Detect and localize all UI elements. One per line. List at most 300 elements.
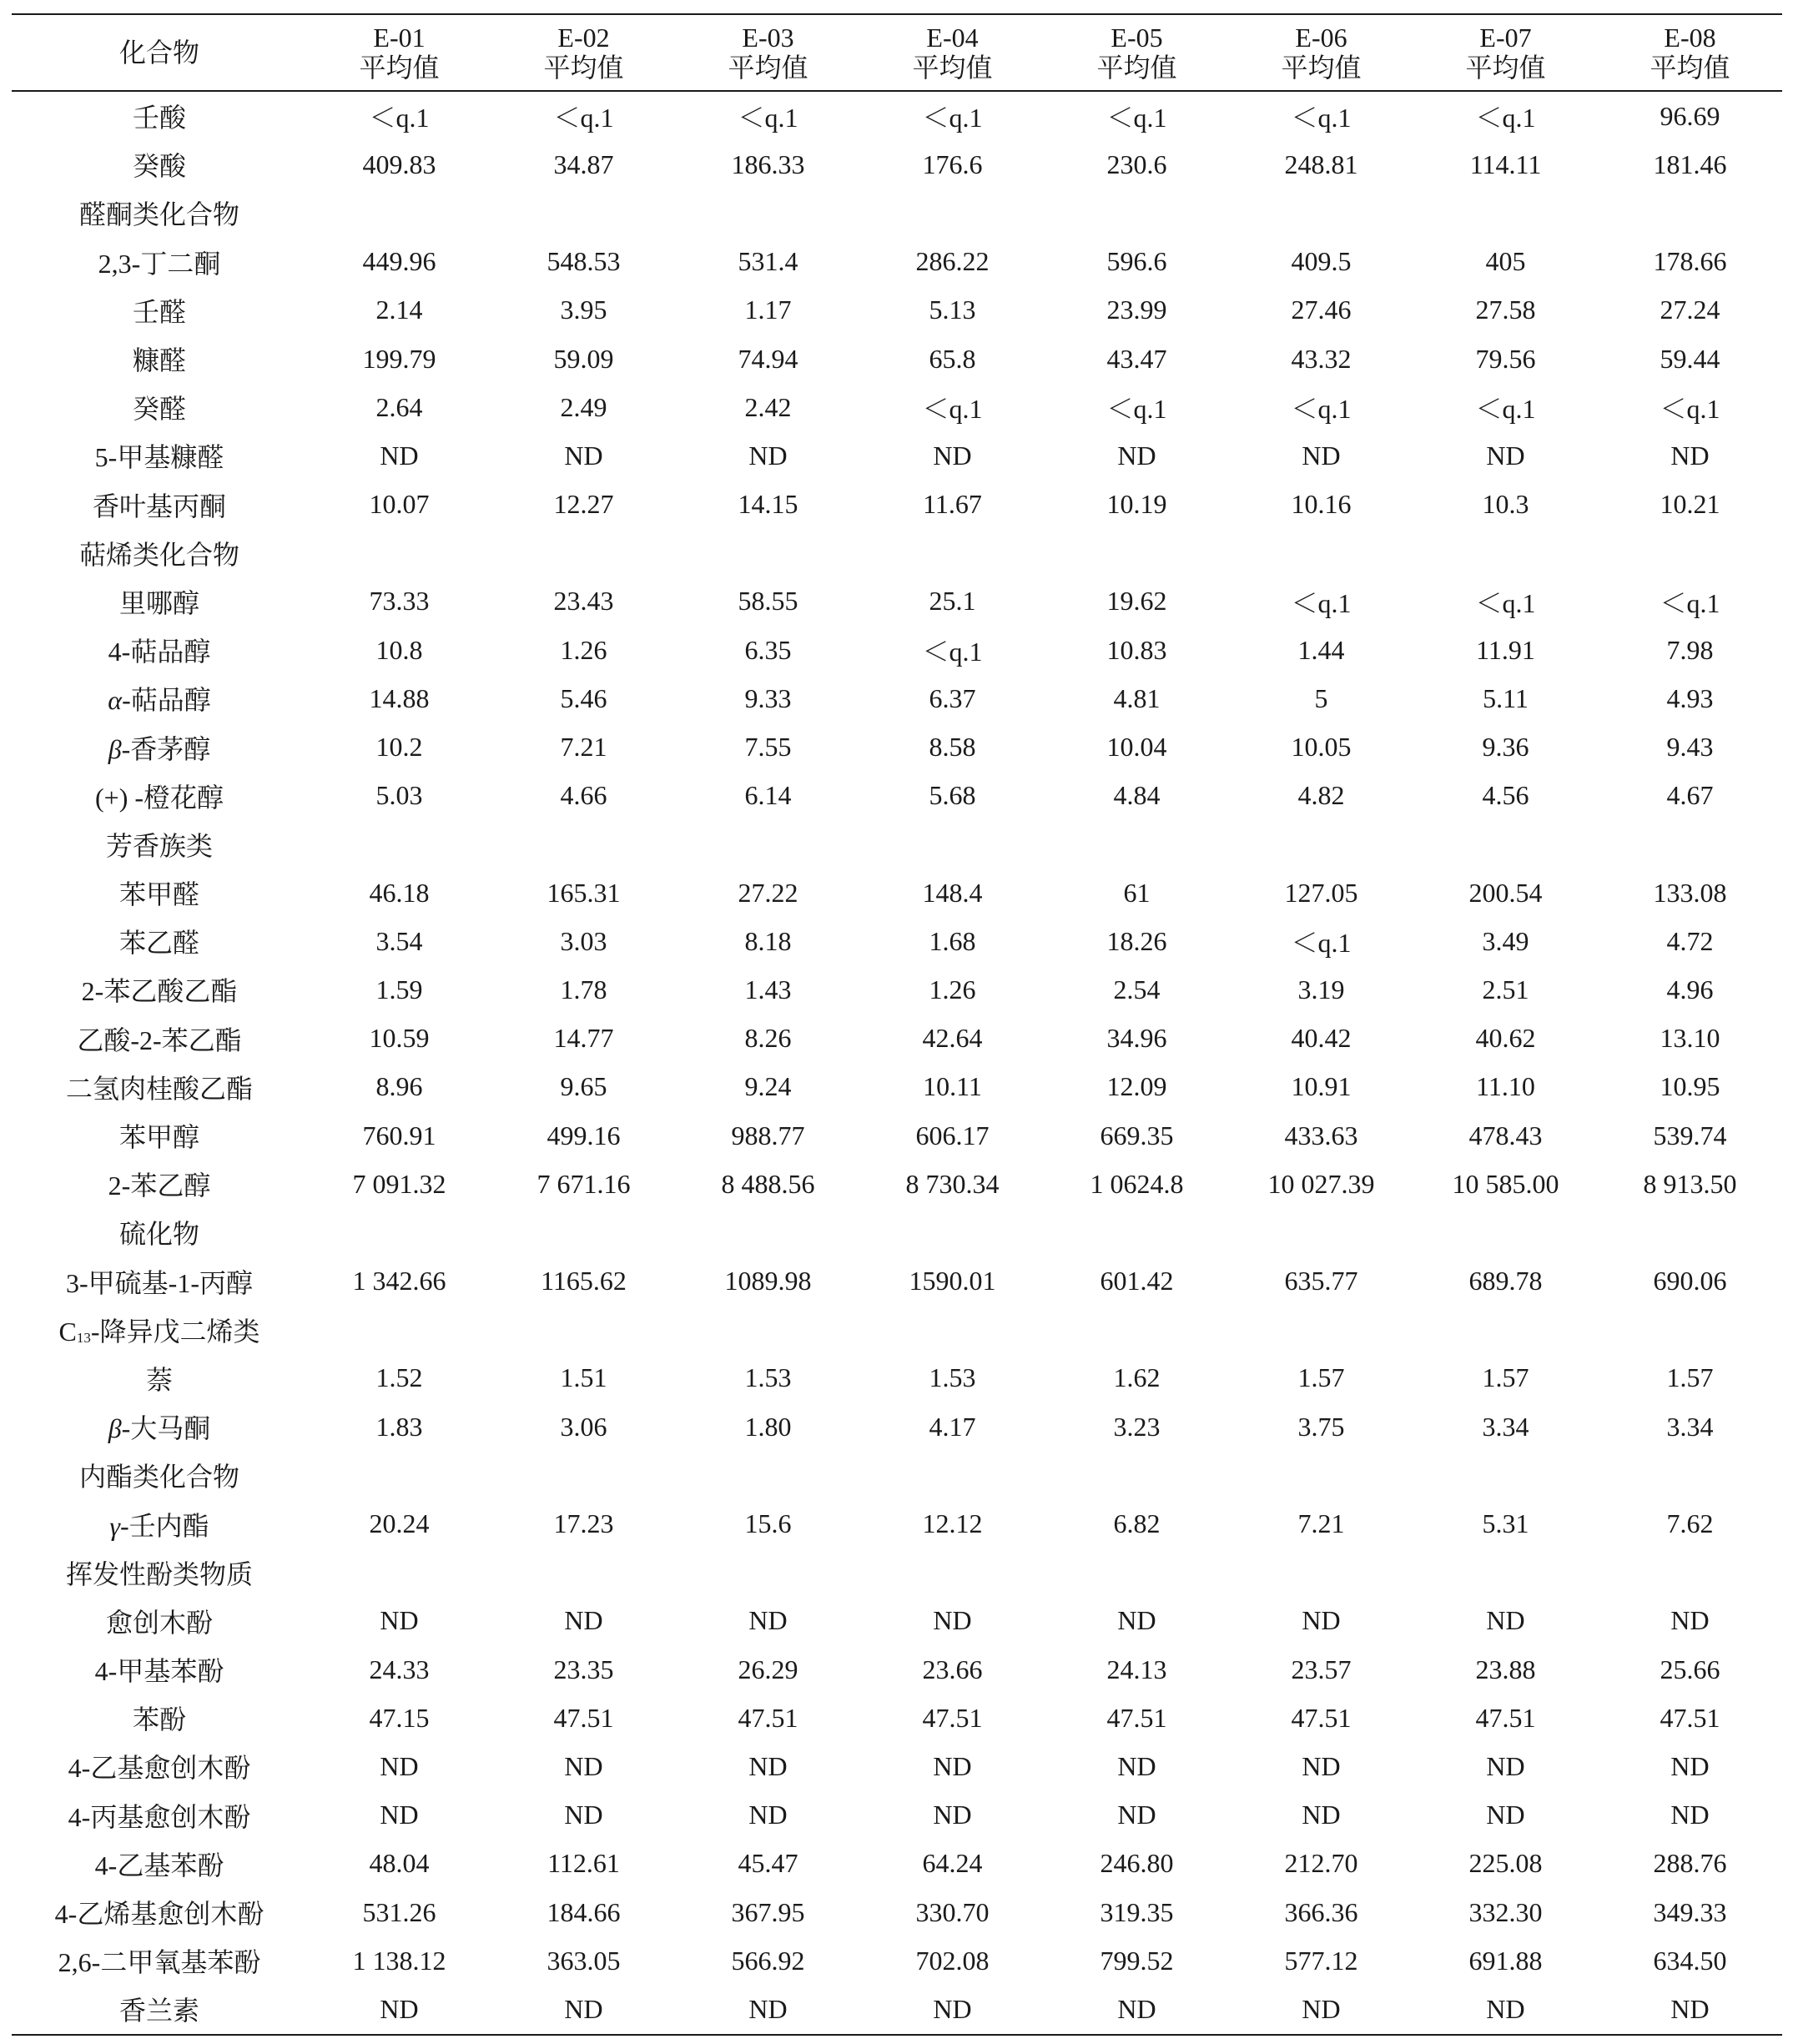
category-row xyxy=(12,1451,1782,1499)
category-row xyxy=(12,189,1782,237)
value-cell: 7.55 xyxy=(744,732,792,763)
compound-name-text: 内酯类化合物 xyxy=(78,1462,239,1493)
category-label xyxy=(12,1306,307,1354)
value-cell: 59.44 xyxy=(1660,343,1720,374)
value-cell xyxy=(491,1451,676,1499)
value-cell: ND xyxy=(1302,440,1341,471)
header-code: E-01 xyxy=(373,23,426,53)
value-cell: ND xyxy=(1670,1750,1710,1781)
value-cell: 3.34 xyxy=(1482,1411,1529,1442)
value-cell: ＜q.1 xyxy=(1475,587,1536,618)
value-cell: 26.29 xyxy=(738,1654,798,1684)
value-cell: 4.84 xyxy=(1113,780,1161,811)
value-cell: 3.95 xyxy=(560,295,607,325)
compound-name-text: -香茅醇 xyxy=(121,733,211,764)
compound-name-text: 2-苯乙醇 xyxy=(108,1171,211,1201)
value-cell: 34.96 xyxy=(1106,1023,1167,1054)
compound-name xyxy=(12,91,307,140)
compound-name-text: -萜品醇 xyxy=(122,685,211,716)
value-cell xyxy=(860,1548,1045,1597)
value-cell: ND xyxy=(1045,1985,1229,2034)
value-cell: 8.58 xyxy=(929,732,976,763)
compound-name-text: 2,6-二甲氧基苯酚 xyxy=(58,1947,261,1978)
compound-name-text: 硫化物 xyxy=(118,1219,199,1250)
header-column xyxy=(1413,14,1598,91)
table-row xyxy=(12,772,1782,820)
value-cell: 1.78 xyxy=(560,974,607,1004)
value-cell: 9.24 xyxy=(744,1071,792,1102)
compound-name xyxy=(12,1840,307,1888)
value-cell: ND xyxy=(1302,1605,1341,1636)
value-cell xyxy=(1413,1208,1598,1256)
value-cell: 1.57 xyxy=(1482,1362,1529,1393)
value-cell: ND xyxy=(491,1985,676,2034)
value-cell: 27.22 xyxy=(738,877,798,908)
value-cell: ND xyxy=(1486,440,1525,471)
value-cell: ND xyxy=(933,1800,972,1830)
header-code: E-03 xyxy=(742,23,794,53)
value-cell: 5.03 xyxy=(375,780,423,811)
header-sub: 平均值 xyxy=(1649,53,1730,83)
value-cell: ND xyxy=(1117,440,1156,471)
value-cell: 7 091.32 xyxy=(352,1168,446,1199)
value-cell xyxy=(1413,1548,1598,1597)
value-cell xyxy=(1598,1548,1782,1597)
value-cell: 178.66 xyxy=(1653,246,1727,277)
compound-name-text: 4-甲基苯酚 xyxy=(94,1656,224,1687)
value-cell: 596.6 xyxy=(1106,246,1167,277)
table-row xyxy=(12,431,1782,480)
value-cell: 2.42 xyxy=(744,391,792,422)
value-cell: 10.11 xyxy=(923,1071,982,1102)
compound-name xyxy=(12,1694,307,1742)
value-cell: 10.59 xyxy=(369,1023,430,1054)
header-sub: 平均值 xyxy=(912,53,993,83)
compound-name-text: -大马酮 xyxy=(121,1413,211,1444)
value-cell: ND xyxy=(307,1985,491,2034)
table-row xyxy=(12,1936,1782,1985)
category-label xyxy=(12,529,307,577)
value-cell: 10 585.00 xyxy=(1452,1168,1559,1199)
value-cell: 531.4 xyxy=(738,246,798,277)
table-row xyxy=(12,140,1782,189)
value-cell: 5.31 xyxy=(1482,1508,1529,1539)
compound-name-text: 糠醛 xyxy=(132,345,186,376)
value-cell: 23.43 xyxy=(553,586,614,617)
table-row xyxy=(12,335,1782,383)
value-cell: 1.26 xyxy=(929,974,976,1004)
value-cell: ＜q.1 xyxy=(553,103,614,133)
category-label xyxy=(12,189,307,237)
category-label xyxy=(12,1208,307,1256)
compound-name xyxy=(12,1402,307,1451)
compound-name xyxy=(12,1645,307,1694)
value-cell: 40.42 xyxy=(1291,1023,1352,1054)
value-cell: 48.04 xyxy=(369,1848,430,1879)
value-cell xyxy=(1229,1548,1413,1597)
compound-name-text: 苯乙醛 xyxy=(118,928,199,959)
value-cell: 8.96 xyxy=(375,1071,423,1102)
value-cell: 760.91 xyxy=(362,1120,436,1150)
compound-name-text: (+) -橙花醇 xyxy=(94,782,224,813)
compound-name-text: 2,3-丁二酮 xyxy=(98,248,221,279)
value-cell: 40.62 xyxy=(1475,1023,1536,1054)
value-cell: 10.8 xyxy=(375,634,423,665)
category-row xyxy=(12,529,1782,577)
value-cell: 478.43 xyxy=(1468,1120,1543,1150)
compound-prefix: C xyxy=(58,1316,77,1347)
value-cell: 4.72 xyxy=(1666,925,1714,956)
value-cell xyxy=(1413,529,1598,577)
value-cell: 65.8 xyxy=(929,343,976,374)
value-cell: ND xyxy=(1302,1750,1341,1781)
value-cell xyxy=(1229,189,1413,237)
value-cell: 4.96 xyxy=(1666,974,1714,1004)
value-cell: ND xyxy=(1302,1800,1341,1830)
value-cell: 133.08 xyxy=(1653,877,1727,908)
value-cell: 1.83 xyxy=(375,1411,423,1442)
value-cell: ND xyxy=(748,440,788,471)
value-cell xyxy=(1045,529,1229,577)
header-code: E-04 xyxy=(926,23,979,53)
value-cell: ND xyxy=(1670,1800,1710,1830)
value-cell: 690.06 xyxy=(1653,1266,1727,1296)
compound-name xyxy=(12,1257,307,1306)
value-cell xyxy=(491,1306,676,1354)
category-row xyxy=(12,1548,1782,1597)
value-cell: ND xyxy=(1670,440,1710,471)
value-cell xyxy=(1413,1306,1598,1354)
table-row xyxy=(12,1014,1782,1063)
table-row xyxy=(12,1063,1782,1111)
compound-name-text: 芳香族类 xyxy=(105,830,213,861)
value-cell: 24.13 xyxy=(1106,1654,1167,1684)
value-cell: ND xyxy=(1117,1750,1156,1781)
compound-name-text: 香叶基丙酮 xyxy=(92,491,226,521)
table-row xyxy=(12,577,1782,626)
value-cell: ND xyxy=(564,1800,603,1830)
value-cell: ＜q.1 xyxy=(1291,587,1352,618)
compound-name-text: 4-乙基苯酚 xyxy=(94,1850,224,1880)
value-cell xyxy=(1045,1208,1229,1256)
value-cell: ND xyxy=(1598,1985,1782,2034)
value-cell: 43.47 xyxy=(1106,343,1167,374)
compound-prefix-subscript: 13 xyxy=(76,1329,91,1346)
value-cell: 577.12 xyxy=(1284,1945,1358,1976)
header-code: E-02 xyxy=(557,23,610,53)
value-cell: 248.81 xyxy=(1284,149,1358,179)
value-cell xyxy=(491,820,676,868)
value-cell xyxy=(1413,189,1598,237)
value-cell xyxy=(307,1306,491,1354)
value-cell: 3.75 xyxy=(1297,1411,1345,1442)
value-cell xyxy=(676,529,860,577)
value-cell xyxy=(1045,820,1229,868)
value-cell: ND xyxy=(1670,1605,1710,1636)
value-cell: 5.68 xyxy=(929,780,976,811)
value-cell: ND xyxy=(1413,1985,1598,2034)
value-cell xyxy=(1598,529,1782,577)
value-cell: 23.99 xyxy=(1106,295,1167,325)
value-cell: 58.55 xyxy=(738,586,798,617)
value-cell: ND xyxy=(380,1800,419,1830)
value-cell: 12.09 xyxy=(1106,1071,1167,1102)
header-column xyxy=(676,14,860,91)
compound-prefix: α xyxy=(108,685,123,716)
value-cell xyxy=(676,820,860,868)
value-cell xyxy=(307,189,491,237)
value-cell: 184.66 xyxy=(546,1896,621,1927)
compound-name-text: 苯酚 xyxy=(132,1704,186,1735)
value-cell: 1089.98 xyxy=(724,1266,812,1296)
table-header xyxy=(12,14,1782,91)
value-cell: 8 488.56 xyxy=(721,1168,815,1199)
value-cell: 148.4 xyxy=(922,877,983,908)
value-cell xyxy=(1598,820,1782,868)
table-row xyxy=(12,238,1782,286)
value-cell: ＜q.1 xyxy=(738,103,798,133)
compound-prefix: β xyxy=(108,1413,122,1444)
compound-name-text: 挥发性酚类物质 xyxy=(65,1558,253,1589)
value-cell: 531.26 xyxy=(362,1896,436,1927)
compound-name xyxy=(12,1063,307,1111)
value-cell: 47.51 xyxy=(1106,1702,1167,1733)
value-cell: 6.14 xyxy=(744,780,792,811)
value-cell: 59.09 xyxy=(553,343,614,374)
category-row xyxy=(12,820,1782,868)
header-sub: 平均值 xyxy=(1465,53,1546,83)
compound-name xyxy=(12,1354,307,1402)
value-cell xyxy=(860,1306,1045,1354)
value-cell: 1.62 xyxy=(1113,1362,1161,1393)
value-cell xyxy=(1045,189,1229,237)
value-cell: 23.88 xyxy=(1475,1654,1536,1684)
value-cell: 1.51 xyxy=(560,1362,607,1393)
table-row xyxy=(12,626,1782,674)
value-cell xyxy=(1413,1451,1598,1499)
value-cell xyxy=(860,820,1045,868)
table-row xyxy=(12,1694,1782,1742)
value-cell: 548.53 xyxy=(546,246,621,277)
value-cell: 200.54 xyxy=(1468,877,1543,908)
value-cell: 6.37 xyxy=(929,682,976,713)
category-label xyxy=(12,1548,307,1597)
value-cell: 1.44 xyxy=(1297,634,1345,665)
table-row xyxy=(12,1111,1782,1160)
value-cell: 23.66 xyxy=(922,1654,983,1684)
compound-name xyxy=(12,965,307,1014)
compound-name xyxy=(12,1597,307,1645)
header-code: E-07 xyxy=(1479,23,1532,53)
compound-name xyxy=(12,286,307,335)
value-cell: ＜q.1 xyxy=(922,637,983,667)
compound-name xyxy=(12,1985,307,2034)
value-cell: ND xyxy=(564,440,603,471)
compound-name-text: 苯甲醛 xyxy=(118,879,199,910)
value-cell: 79.56 xyxy=(1475,343,1536,374)
value-cell: 10.05 xyxy=(1291,732,1352,763)
value-cell: 3.49 xyxy=(1482,925,1529,956)
value-cell xyxy=(491,1548,676,1597)
compound-prefix: β xyxy=(108,733,122,764)
table-row xyxy=(12,917,1782,965)
compound-name xyxy=(12,577,307,626)
value-cell: 10.21 xyxy=(1660,489,1720,520)
value-cell: 225.08 xyxy=(1468,1848,1543,1879)
value-cell: 12.27 xyxy=(553,489,614,520)
value-cell: 23.57 xyxy=(1291,1654,1352,1684)
compound-name-text: 里哪醇 xyxy=(118,587,199,618)
value-cell: 988.77 xyxy=(731,1120,805,1150)
value-cell: 212.70 xyxy=(1284,1848,1358,1879)
value-cell xyxy=(1229,529,1413,577)
value-cell: 25.1 xyxy=(929,586,976,617)
value-cell: ND xyxy=(564,1605,603,1636)
compound-name-text: 壬酸 xyxy=(132,103,186,133)
table-row xyxy=(12,965,1782,1014)
compound-name xyxy=(12,1791,307,1840)
compound-name xyxy=(12,626,307,674)
value-cell xyxy=(676,189,860,237)
value-cell: 10.95 xyxy=(1660,1071,1720,1102)
compound-name xyxy=(12,335,307,383)
value-cell: 1.17 xyxy=(744,295,792,325)
value-cell: 1.43 xyxy=(744,974,792,1004)
compound-name-text: 4-乙烯基愈创木酚 xyxy=(54,1899,264,1930)
value-cell: ND xyxy=(676,1985,860,2034)
value-cell: 3.06 xyxy=(560,1411,607,1442)
value-cell: 4.56 xyxy=(1482,780,1529,811)
value-cell: ND xyxy=(748,1800,788,1830)
value-cell: ND xyxy=(748,1605,788,1636)
value-cell: 47.51 xyxy=(1660,1702,1720,1733)
table-row xyxy=(12,1645,1782,1694)
value-cell: 10.2 xyxy=(375,732,423,763)
value-cell: ＜q.1 xyxy=(1291,103,1352,133)
value-cell xyxy=(1045,1306,1229,1354)
table-row xyxy=(12,1791,1782,1840)
compound-name-text: 香兰素 xyxy=(118,1996,199,2026)
header-sub: 平均值 xyxy=(1281,53,1362,83)
category-label xyxy=(12,820,307,868)
value-cell: ND xyxy=(380,1750,419,1781)
value-cell: 10.3 xyxy=(1482,489,1529,520)
compound-name xyxy=(12,238,307,286)
compound-name-text: 4-萜品醇 xyxy=(108,637,211,667)
value-cell: 288.76 xyxy=(1653,1848,1727,1879)
value-cell: 4.82 xyxy=(1297,780,1345,811)
value-cell: 1.52 xyxy=(375,1362,423,1393)
value-cell: 7.21 xyxy=(560,732,607,763)
value-cell: 363.05 xyxy=(546,1945,621,1976)
value-cell: ＜q.1 xyxy=(1660,587,1720,618)
value-cell xyxy=(1598,1451,1782,1499)
value-cell xyxy=(860,1451,1045,1499)
value-cell: 1.80 xyxy=(744,1411,792,1442)
value-cell xyxy=(1229,1451,1413,1499)
value-cell: 181.46 xyxy=(1653,149,1727,179)
value-cell xyxy=(860,529,1045,577)
header-column xyxy=(1045,14,1229,91)
value-cell: ＜q.1 xyxy=(1660,394,1720,425)
value-cell: 2.54 xyxy=(1113,974,1161,1004)
value-cell: 165.31 xyxy=(546,877,621,908)
value-cell xyxy=(1045,1451,1229,1499)
value-cell: 47.15 xyxy=(369,1702,430,1733)
value-cell: 330.70 xyxy=(915,1896,990,1927)
value-cell: 25.66 xyxy=(1660,1654,1720,1684)
value-cell: 6.35 xyxy=(744,634,792,665)
value-cell xyxy=(307,1451,491,1499)
value-cell: 96.69 xyxy=(1660,100,1720,131)
value-cell: 8.26 xyxy=(744,1023,792,1054)
table-row xyxy=(12,868,1782,917)
table-row xyxy=(12,1840,1782,1888)
table-row xyxy=(12,1402,1782,1451)
value-cell: 46.18 xyxy=(369,877,430,908)
value-cell: 10.07 xyxy=(369,489,430,520)
header-column xyxy=(307,14,491,91)
compound-name xyxy=(12,1111,307,1160)
value-cell: 409.5 xyxy=(1291,246,1352,277)
compound-name-text: 乙酸-2-苯乙酯 xyxy=(77,1025,242,1055)
value-cell: 4.93 xyxy=(1666,682,1714,713)
header-column xyxy=(860,14,1045,91)
value-cell: 17.23 xyxy=(553,1508,614,1539)
value-cell: ＜q.1 xyxy=(1475,103,1536,133)
value-cell: 449.96 xyxy=(362,246,436,277)
compound-name-text: 4-乙基愈创木酚 xyxy=(68,1753,251,1784)
compound-name xyxy=(12,431,307,480)
value-cell: 1.59 xyxy=(375,974,423,1004)
value-cell: 9.43 xyxy=(1666,732,1714,763)
value-cell: 1165.62 xyxy=(541,1266,627,1296)
value-cell: 3.19 xyxy=(1297,974,1345,1004)
value-cell: 669.35 xyxy=(1100,1120,1174,1150)
value-cell: 10.83 xyxy=(1106,634,1167,665)
value-cell: 19.62 xyxy=(1106,586,1167,617)
compound-name-text: 癸酸 xyxy=(132,151,186,182)
value-cell xyxy=(676,1548,860,1597)
compound-name-text: 萜烯类化合物 xyxy=(78,539,239,570)
value-cell: 43.32 xyxy=(1291,343,1352,374)
table-row xyxy=(12,1888,1782,1936)
compound-name-text: -壬内酯 xyxy=(119,1510,209,1541)
value-cell: 3.34 xyxy=(1666,1411,1714,1442)
value-cell: ND xyxy=(564,1750,603,1781)
value-cell xyxy=(307,1548,491,1597)
value-cell: 2.49 xyxy=(560,391,607,422)
compound-name xyxy=(12,481,307,529)
value-cell: ND xyxy=(1486,1750,1525,1781)
value-cell: 3.54 xyxy=(375,925,423,956)
value-cell: 20.24 xyxy=(369,1508,430,1539)
value-cell: 4.17 xyxy=(929,1411,976,1442)
value-cell: 1 138.12 xyxy=(352,1945,446,1976)
value-cell: 1 342.66 xyxy=(352,1266,446,1296)
value-cell: 230.6 xyxy=(1106,149,1167,179)
value-cell: 7.98 xyxy=(1666,634,1714,665)
header-compound: 化合物 xyxy=(12,14,307,91)
value-cell: 47.51 xyxy=(738,1702,798,1733)
table-row xyxy=(12,383,1782,431)
value-cell: 73.33 xyxy=(369,586,430,617)
value-cell: ND xyxy=(933,1750,972,1781)
value-cell xyxy=(307,529,491,577)
value-cell: 15.6 xyxy=(744,1508,792,1539)
value-cell xyxy=(491,1208,676,1256)
table-row xyxy=(12,1597,1782,1645)
